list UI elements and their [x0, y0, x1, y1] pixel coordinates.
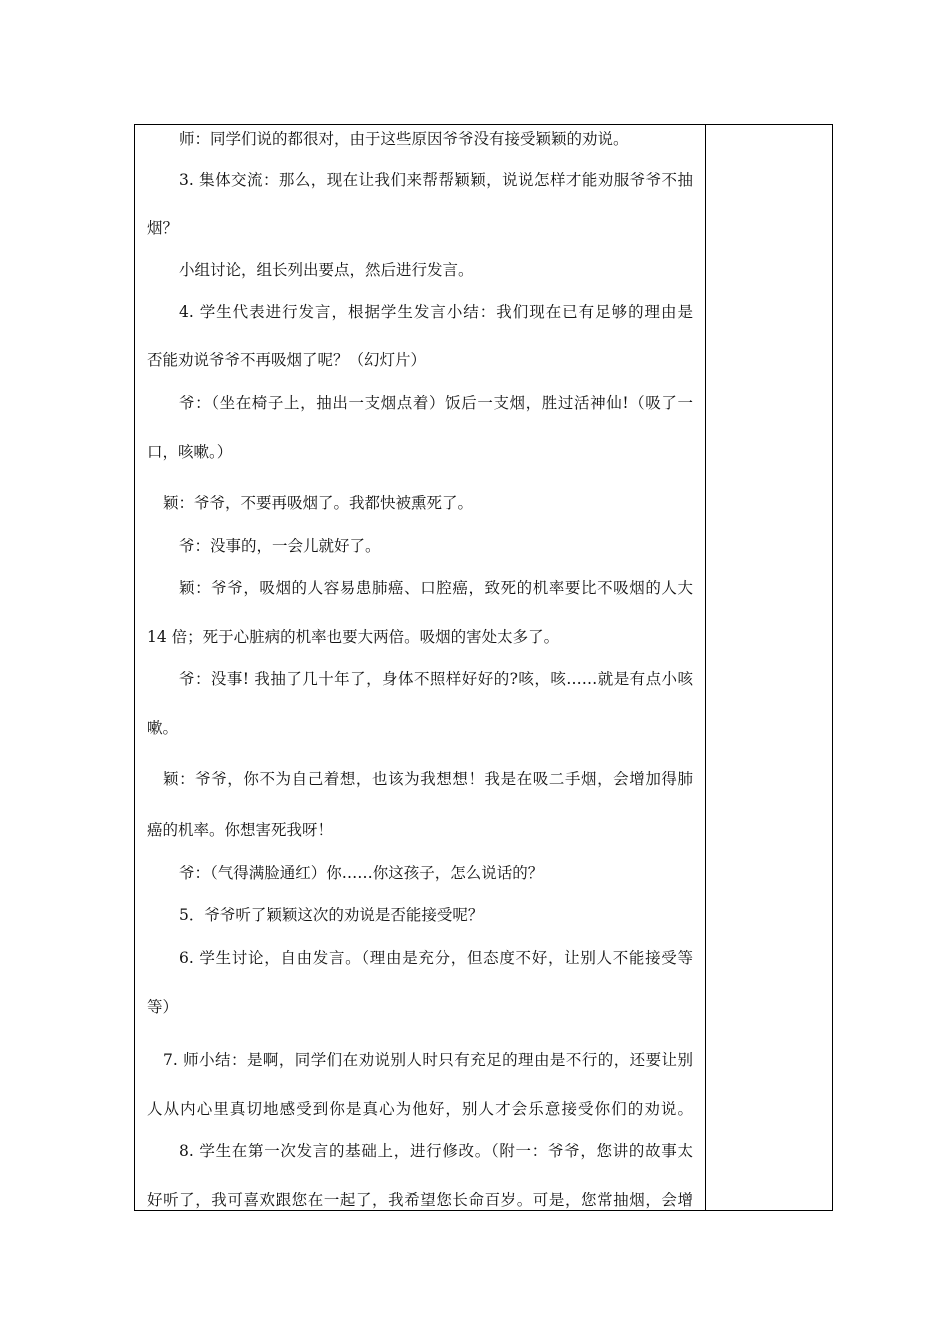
text-line: 烟？ — [147, 219, 179, 237]
text-line: 4. 学生代表进行发言，根据学生发言小结：我们现在已有足够的理由是 — [179, 303, 693, 321]
text-line: 嗽。 — [147, 719, 179, 737]
text-line: 等） — [147, 998, 179, 1016]
lesson-content-cell — [135, 125, 705, 1210]
text-line: 5．爷爷听了颖颖这次的劝说是否能接受呢？ — [179, 906, 484, 924]
text-line: 8. 学生在第一次发言的基础上，进行修改。（附一：爷爷，您讲的故事太 — [179, 1142, 693, 1160]
text-line: 3. 集体交流：那么，现在让我们来帮帮颖颖，说说怎样才能劝服爷爷不抽 — [179, 171, 693, 189]
text-line: 否能劝说爷爷不再吸烟了呢？（幻灯片） — [147, 351, 427, 369]
text-line: 14 倍；死于心脏病的机率也要大两倍。吸烟的害处太多了。 — [147, 628, 560, 646]
text-line: 小组讨论，组长列出要点，然后进行发言。 — [179, 261, 474, 279]
text-line: 颖：爷爷，不要再吸烟了。我都快被熏死了。 — [163, 494, 474, 512]
text-line: 6. 学生讨论，自由发言。（理由是充分，但态度不好，让别人不能接受等 — [179, 949, 693, 967]
text-line: 师：同学们说的都很对，由于这些原因爷爷没有接受颖颖的劝说。 — [179, 130, 629, 148]
text-line: 7. 师小结：是啊，同学们在劝说别人时只有充足的理由是不行的，还要让别 — [163, 1051, 693, 1069]
text-line: 爷：没事的，一会儿就好了。 — [179, 537, 381, 555]
text-line: 爷：没事! 我抽了几十年了，身体不照样好好的?咳，咳……就是有点小咳 — [179, 670, 693, 688]
lesson-table — [134, 124, 833, 1211]
text-line: 颖：爷爷，你不为自己着想，也该为我想想！我是在吸二手烟，会增加得肺 — [163, 770, 693, 788]
text-line: 颖：爷爷，吸烟的人容易患肺癌、口腔癌，致死的机率要比不吸烟的人大 — [179, 579, 693, 597]
text-line: 爷：（气得满脸通红）你……你这孩子，怎么说话的？ — [179, 864, 544, 882]
text-line: 好听了，我可喜欢跟您在一起了，我希望您长命百岁。可是，您常抽烟，会增 — [147, 1191, 693, 1209]
notes-cell — [706, 125, 832, 1210]
text-line: 口，咳嗽。） — [147, 443, 233, 461]
text-line: 爷：（坐在椅子上，抽出一支烟点着）饭后一支烟，胜过活神仙!（吸了一 — [179, 394, 693, 412]
text-line: 癌的机率。你想害死我呀！ — [147, 821, 334, 839]
text-line: 人从内心里真切地感受到你是真心为他好，别人才会乐意接受你们的劝说。 — [147, 1100, 693, 1118]
